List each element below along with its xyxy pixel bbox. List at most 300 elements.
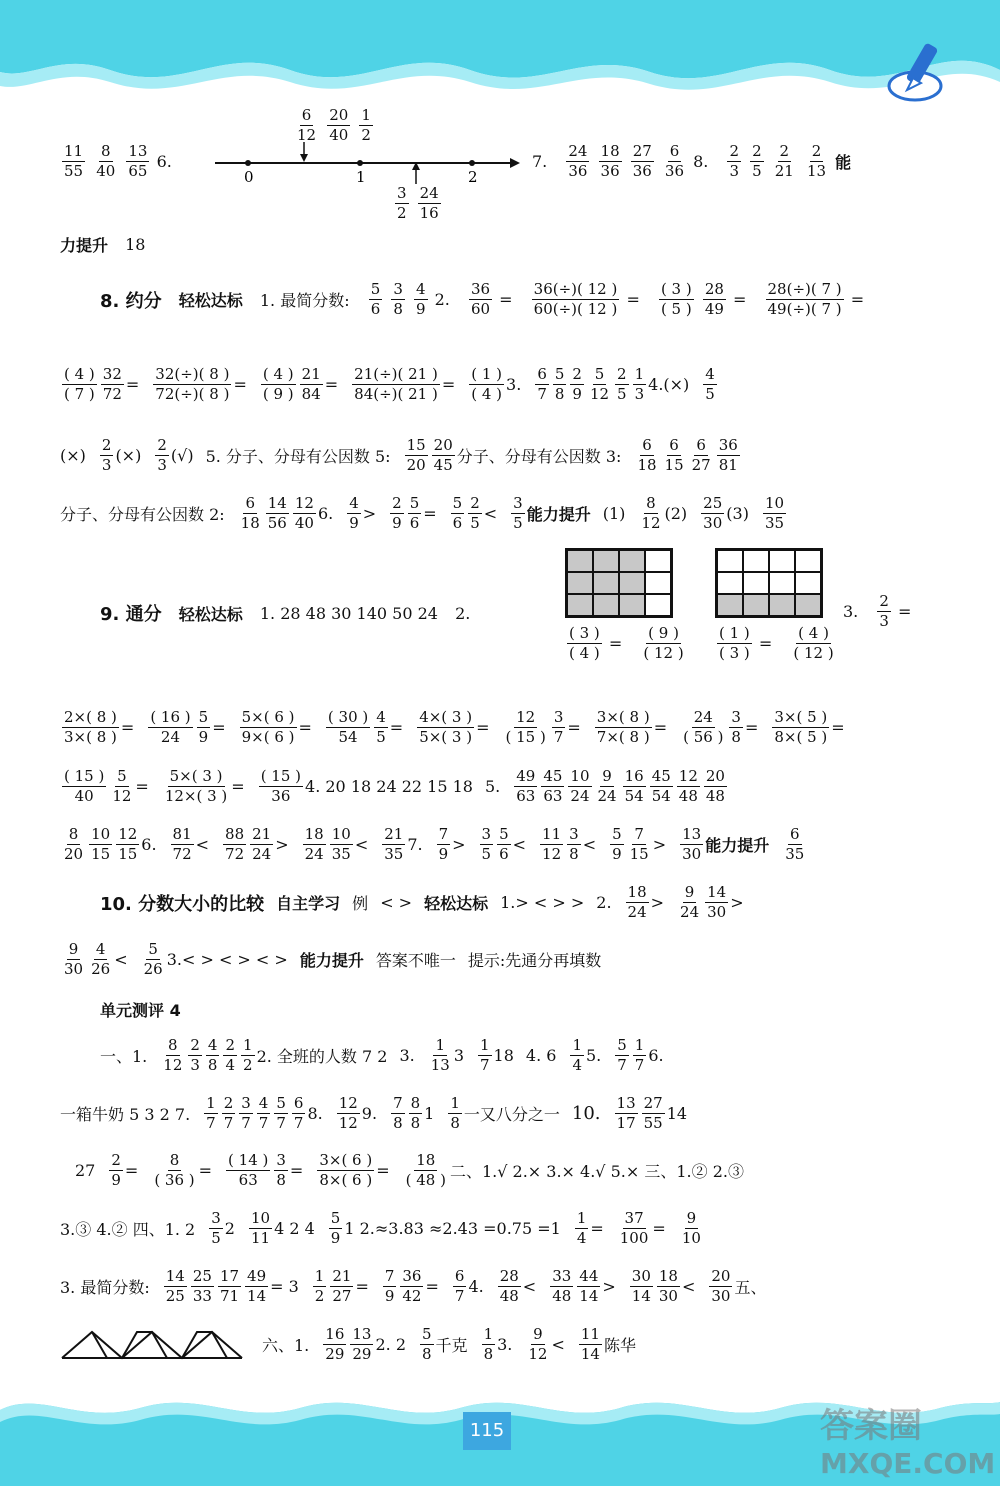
denominator: 24 — [252, 845, 272, 863]
section-9-q1: 1. 28 48 30 140 50 24 — [259, 603, 438, 623]
numerator: 88 — [225, 825, 245, 843]
text-segment: 4. 6 — [525, 1046, 557, 1065]
numerator: 1 — [634, 1036, 645, 1054]
numerator: 14 — [267, 494, 287, 512]
text-segment: > — [275, 835, 289, 854]
text-segment: = — [125, 375, 140, 394]
text-segment: = — [298, 718, 312, 737]
denominator: 14 — [580, 1345, 600, 1363]
line-8 — [60, 708, 930, 747]
text-segment: 二、1.√ 2.× 3.× 4.√ 5.× 三、1.② 2.③ — [449, 1162, 744, 1181]
denominator: 35 — [785, 845, 805, 863]
text-segment: > — [452, 835, 466, 854]
denominator: 15 — [118, 845, 138, 863]
fraction — [274, 1151, 288, 1190]
grid-cell — [567, 594, 593, 616]
triangles-figure — [60, 1330, 250, 1360]
text-segment: 6. — [317, 504, 334, 523]
fraction — [261, 365, 296, 404]
label-8: 8. — [693, 152, 709, 171]
fraction: $\frac{8}{40}$ — [96, 142, 116, 180]
fraction: $\frac{2}{5}$ — [752, 142, 762, 180]
text-segment: > — [650, 893, 665, 912]
fraction — [639, 494, 662, 533]
fraction — [116, 825, 139, 864]
fraction — [417, 708, 474, 747]
fraction — [209, 1209, 223, 1248]
denominator: 24 — [304, 845, 324, 863]
denominator: ( 48 ) — [405, 1171, 446, 1189]
fraction — [595, 708, 652, 747]
denominator: 7 — [276, 1114, 286, 1132]
denominator: 35 — [331, 845, 351, 863]
denominator: 14 — [579, 1287, 599, 1305]
fraction — [323, 1325, 346, 1364]
grid-cell — [619, 594, 645, 616]
denominator: 24 — [627, 903, 647, 921]
tick-2: 2 — [468, 168, 478, 186]
fraction — [250, 825, 273, 864]
numerator: 30 — [631, 1267, 651, 1285]
fraction: $\frac{3}{2}$ — [397, 184, 407, 222]
fraction — [568, 767, 591, 806]
grid-cell — [795, 594, 821, 616]
line-9 — [60, 767, 930, 806]
denominator: 7 — [480, 1056, 490, 1074]
fraction — [704, 767, 727, 806]
denominator: 12 — [542, 845, 562, 863]
fraction — [330, 825, 353, 864]
fraction — [783, 825, 806, 864]
numerator: 10 — [250, 1209, 271, 1227]
page-number: 115 — [463, 1412, 511, 1450]
denominator: 26 — [143, 960, 163, 978]
grid-cell — [619, 572, 645, 594]
numerator: 9 — [533, 1325, 543, 1343]
grid-cell — [769, 594, 795, 616]
denominator: 5 — [617, 385, 627, 403]
fraction — [329, 1209, 343, 1248]
denominator: 7 — [617, 1056, 627, 1074]
text-segment: = — [124, 1161, 139, 1180]
grid-cell — [593, 572, 619, 594]
denominator: 7×( 8 ) — [596, 728, 650, 746]
fraction — [109, 1151, 123, 1190]
text-segment: = — [233, 375, 247, 394]
fraction — [657, 1267, 680, 1306]
fraction — [717, 436, 740, 475]
fraction — [330, 1267, 353, 1306]
numerator: 8 — [169, 1151, 180, 1169]
denominator: 9 — [198, 728, 209, 746]
numerator: 28 — [499, 1267, 519, 1285]
grid-cell — [593, 550, 619, 572]
numerator: ( 1 ) — [471, 365, 503, 383]
numerator: 20 — [433, 436, 453, 454]
text-segment: 10. 分数大小的比较 — [100, 893, 265, 915]
line-6 — [60, 494, 930, 533]
denominator: 8 — [554, 385, 565, 403]
fraction — [204, 1094, 218, 1133]
watermark-line-1: 答案圈 — [820, 1406, 922, 1446]
text-segment: 4.(×) — [648, 375, 690, 394]
section-9-title: 9. 通分 — [100, 604, 162, 625]
denominator: 63 — [516, 787, 536, 805]
fraction — [62, 940, 85, 979]
numerator: 3 — [276, 1151, 286, 1169]
fraction: $\frac{( 3 )}{( 4 )}$ — [569, 624, 600, 662]
fraction — [313, 1267, 327, 1306]
denominator: 36 — [271, 787, 291, 805]
text-segment: 例 — [352, 894, 369, 913]
fraction — [526, 1325, 549, 1364]
numerator: 10 — [91, 825, 111, 843]
numerator: 21(÷)( 21 ) — [354, 365, 438, 383]
numerator: 3 — [553, 708, 564, 726]
text-segment: 六、1. — [262, 1336, 310, 1355]
text-segment: > — [602, 1277, 616, 1296]
text-segment: 自主学习 — [276, 894, 341, 913]
text-segment: 3 — [453, 1046, 464, 1065]
text-segment: 3. — [399, 1046, 415, 1065]
line-16 — [75, 1151, 945, 1190]
denominator: 12 — [528, 1345, 548, 1363]
denominator: 9 — [111, 1171, 121, 1189]
fraction — [553, 365, 567, 404]
text-segment: 五、 — [734, 1278, 767, 1297]
denominator: 48 — [705, 787, 725, 805]
denominator: 3×( 8 ) — [64, 728, 117, 746]
numerator: ( 16 ) — [150, 708, 191, 726]
fraction: $\frac{( 9 )}{( 12 )}$ — [643, 624, 684, 662]
text-segment: > — [730, 893, 744, 912]
fraction: $\frac{3}{8}$ — [393, 280, 403, 318]
numerator: 12 — [516, 708, 536, 726]
fraction: $\frac{2}{3}$ — [729, 142, 740, 180]
denominator: 9 — [392, 514, 402, 532]
denominator: 7 — [258, 1114, 269, 1132]
text-segment: 5. — [585, 1046, 602, 1065]
denominator: 8 — [422, 1345, 432, 1363]
denominator: 5 — [470, 514, 480, 532]
text-segment: 答案不唯一 — [375, 951, 456, 970]
fraction — [409, 1094, 423, 1133]
line-12 — [60, 940, 930, 979]
denominator: 4 — [572, 1056, 582, 1074]
numerator: 45 — [543, 767, 563, 785]
numerator: 1 — [634, 365, 645, 383]
numerator: 1 — [483, 1325, 494, 1343]
section-8-sub: 轻松达标 — [178, 291, 243, 310]
fraction — [678, 883, 701, 922]
pencil-logo-icon — [885, 38, 955, 108]
numerator: 7 — [438, 825, 449, 843]
fraction — [577, 1267, 600, 1306]
denominator: 12 — [641, 514, 661, 532]
denominator: 27 — [332, 1287, 352, 1305]
denominator: 29 — [325, 1345, 345, 1363]
grid-cell — [593, 594, 619, 616]
denominator: 20 — [406, 456, 426, 474]
denominator: ( 56 ) — [683, 728, 724, 746]
fraction — [218, 1267, 241, 1306]
denominator: 17 — [616, 1114, 636, 1132]
fraction — [62, 767, 106, 806]
text-segment: 能力提升 — [526, 505, 591, 524]
text-segment: 7. — [407, 835, 423, 854]
denominator: 8 — [207, 1056, 218, 1074]
numerator: ( 14 ) — [228, 1151, 269, 1169]
denominator: 9 — [384, 1287, 395, 1305]
denominator: 100 — [619, 1229, 649, 1247]
fraction — [681, 708, 725, 747]
line-17 — [60, 1209, 930, 1248]
numerator: ( 4 ) — [64, 365, 95, 383]
numerator: 5 — [499, 825, 509, 843]
text-segment: < — [582, 835, 597, 854]
fraction — [347, 494, 361, 533]
text-segment: < — [114, 950, 128, 969]
numerator: 27 — [643, 1094, 663, 1112]
numerator: 12 — [338, 1094, 358, 1112]
numerator: 3×( 8 ) — [596, 708, 650, 726]
numerator: 3 — [211, 1209, 221, 1227]
numerator: 5 — [117, 767, 127, 785]
denominator: 30 — [703, 514, 723, 532]
grid-cell — [743, 572, 769, 594]
denominator: 84 — [301, 385, 321, 403]
numerator: 12 — [118, 825, 138, 843]
denominator: 30 — [682, 845, 702, 863]
denominator: 26 — [91, 960, 111, 978]
denominator: 7 — [537, 385, 547, 403]
fraction: $\frac{2}{21}$ — [774, 142, 794, 180]
grid-cell — [717, 572, 743, 594]
fraction — [588, 365, 611, 404]
fraction — [541, 767, 564, 806]
numerator: 18 — [304, 825, 324, 843]
fraction — [451, 494, 465, 533]
unit-title: 单元测评 4 — [100, 1001, 181, 1020]
fraction — [148, 708, 192, 747]
fraction — [249, 1209, 272, 1248]
numerator: 5 — [330, 1209, 341, 1227]
fraction — [429, 1036, 452, 1075]
numerator: 6 — [293, 1094, 304, 1112]
fraction — [498, 1267, 521, 1306]
numerator: 2 — [470, 494, 480, 512]
text-segment: (3) — [726, 504, 749, 523]
fraction — [223, 1036, 237, 1075]
numerator: 10 — [570, 767, 590, 785]
fraction — [468, 494, 482, 533]
numerator: 6 — [790, 825, 800, 843]
numerator: 3 — [569, 825, 579, 843]
numerator: 4 — [207, 1036, 218, 1054]
fraction: $\frac{11}{55}$ — [64, 142, 84, 180]
grid-cell — [717, 594, 743, 616]
fraction — [772, 708, 829, 747]
section-10-line — [100, 883, 930, 922]
denominator: 9 — [612, 845, 622, 863]
line-1-left — [60, 142, 200, 181]
numerator: 13 — [352, 1325, 372, 1343]
numerator: 2 — [111, 1151, 121, 1169]
numerator: 6 — [245, 494, 255, 512]
q1-label: 1. 最简分数: — [259, 291, 350, 310]
numerator: 6 — [642, 436, 652, 454]
denominator: 11 — [250, 1229, 271, 1247]
fraction: $\frac{28}{49}$ — [704, 280, 724, 318]
text-segment: = — [567, 718, 581, 737]
numerator: 1 — [314, 1267, 325, 1285]
denominator: 3 — [157, 456, 167, 474]
denominator: 13 — [430, 1056, 450, 1074]
ability-label-start: 能 — [835, 153, 852, 172]
denominator: 5 — [481, 845, 492, 863]
fraction — [164, 1267, 187, 1306]
text-segment: = — [324, 375, 339, 394]
fraction: $\frac{( 3 )}{( 5 )}$ — [660, 280, 692, 318]
numerator: 12 — [294, 494, 314, 512]
denominator: 72 — [225, 845, 245, 863]
text-segment: < > — [380, 893, 413, 912]
fraction — [142, 940, 165, 979]
numerator: 36 — [718, 436, 738, 454]
numerator: 2 — [572, 365, 582, 383]
numerator: 3 — [481, 825, 492, 843]
numerator: 1 — [572, 1036, 582, 1054]
line-4 — [60, 365, 930, 404]
denominator: 9 — [572, 385, 582, 403]
fraction — [579, 1325, 602, 1364]
fraction — [240, 708, 297, 747]
grid-cell — [717, 550, 743, 572]
fraction — [259, 767, 303, 806]
text-segment: > — [362, 504, 377, 523]
fraction — [633, 1036, 647, 1075]
numerator: 49 — [247, 1267, 267, 1285]
numerator: 5 — [198, 708, 209, 726]
fraction — [437, 825, 451, 864]
fraction — [663, 436, 686, 475]
text-segment: 9. — [361, 1104, 378, 1123]
text-segment: > — [652, 835, 667, 854]
section-9-q3: 3. $\frac{2}{3}$ = — [843, 592, 912, 630]
grid-cell — [769, 550, 795, 572]
denominator: 8×( 5 ) — [774, 728, 828, 746]
text-segment: 一又八分之一 — [463, 1105, 560, 1124]
denominator: ( 4 ) — [471, 385, 503, 403]
denominator: 42 — [402, 1287, 422, 1305]
numerator: 6 — [537, 365, 547, 383]
fraction — [404, 1151, 448, 1190]
fraction — [623, 767, 646, 806]
denominator: 33 — [192, 1287, 212, 1305]
numerator: 25 — [192, 1267, 212, 1285]
numerator: 18 — [416, 1151, 436, 1169]
numerator: 15 — [406, 436, 426, 454]
denominator: 48 — [499, 1287, 519, 1305]
watermark — [820, 1398, 995, 1480]
denominator: 10 — [681, 1229, 701, 1247]
fraction — [480, 825, 494, 864]
fraction — [408, 494, 422, 533]
denominator: 3 — [190, 1056, 200, 1074]
ability-value: 18 — [125, 235, 146, 254]
numerator: 6 — [696, 436, 706, 454]
numerator: 14 — [165, 1267, 185, 1285]
text-segment: (2) — [664, 504, 688, 523]
numerator: 4 — [349, 494, 359, 512]
numerator: 11 — [542, 825, 562, 843]
numerator: 3 — [513, 494, 523, 512]
fraction: $\frac{36(\div)( 12 )}{60(\div)( 12 )}$ — [533, 280, 618, 318]
fraction — [62, 708, 119, 747]
denominator: 6 — [499, 845, 509, 863]
numerator: 2 — [190, 1036, 200, 1054]
fraction — [239, 494, 262, 533]
fraction — [552, 708, 566, 747]
fraction — [374, 708, 388, 747]
denominator: 14 — [631, 1287, 651, 1305]
text-segment: < — [195, 835, 210, 854]
text-segment: < — [483, 504, 498, 523]
numerator: 9 — [686, 1209, 697, 1227]
label-7: 7. — [532, 152, 548, 171]
fraction: $\frac{27}{36}$ — [632, 142, 652, 180]
text-segment: 1.> < > > — [500, 893, 585, 912]
text-segment: = — [289, 1161, 304, 1180]
fraction: $\frac{6}{12}$ — [297, 106, 317, 144]
text-segment: < — [681, 1277, 696, 1296]
fraction — [703, 365, 717, 404]
tick-1: 1 — [356, 168, 366, 186]
denominator: 15 — [664, 456, 684, 474]
fraction: $\frac{1}{2}$ — [361, 106, 371, 144]
fraction — [206, 1036, 220, 1075]
fraction — [350, 1325, 373, 1364]
denominator: 25 — [165, 1287, 185, 1305]
fraction: $\frac{2}{13}$ — [806, 142, 827, 180]
fraction: $\frac{( 4 )}{( 12 )}$ — [793, 624, 834, 662]
fraction — [701, 494, 724, 533]
numerator: 2 — [157, 436, 167, 454]
numerator: 18 — [658, 1267, 678, 1285]
denominator: 72(÷)( 8 ) — [155, 385, 230, 403]
fraction: $\frac{24}{16}$ — [419, 184, 439, 222]
fraction: $\frac{28(\div)( 7 )}{49(\div)( 7 )}$ — [767, 280, 842, 318]
fraction — [763, 494, 786, 533]
denominator: 27 — [691, 456, 711, 474]
fraction — [391, 1094, 405, 1133]
section-8-title: 8. 约分 — [100, 290, 162, 312]
fraction — [352, 365, 440, 404]
text-segment: = 3 — [270, 1277, 299, 1296]
denominator: 40 — [294, 514, 314, 532]
denominator: 54 — [338, 728, 358, 746]
numerator: 1 — [450, 1094, 460, 1112]
numerator: 49 — [516, 767, 536, 785]
numerator: 6 — [669, 436, 679, 454]
fraction — [62, 825, 85, 864]
numerator: 4 — [95, 940, 106, 958]
fraction — [188, 1036, 202, 1075]
denominator: 14 — [247, 1287, 267, 1305]
denominator: 5 — [211, 1229, 221, 1247]
denominator: 56 — [267, 514, 287, 532]
denominator: ( 36 ) — [154, 1171, 195, 1189]
